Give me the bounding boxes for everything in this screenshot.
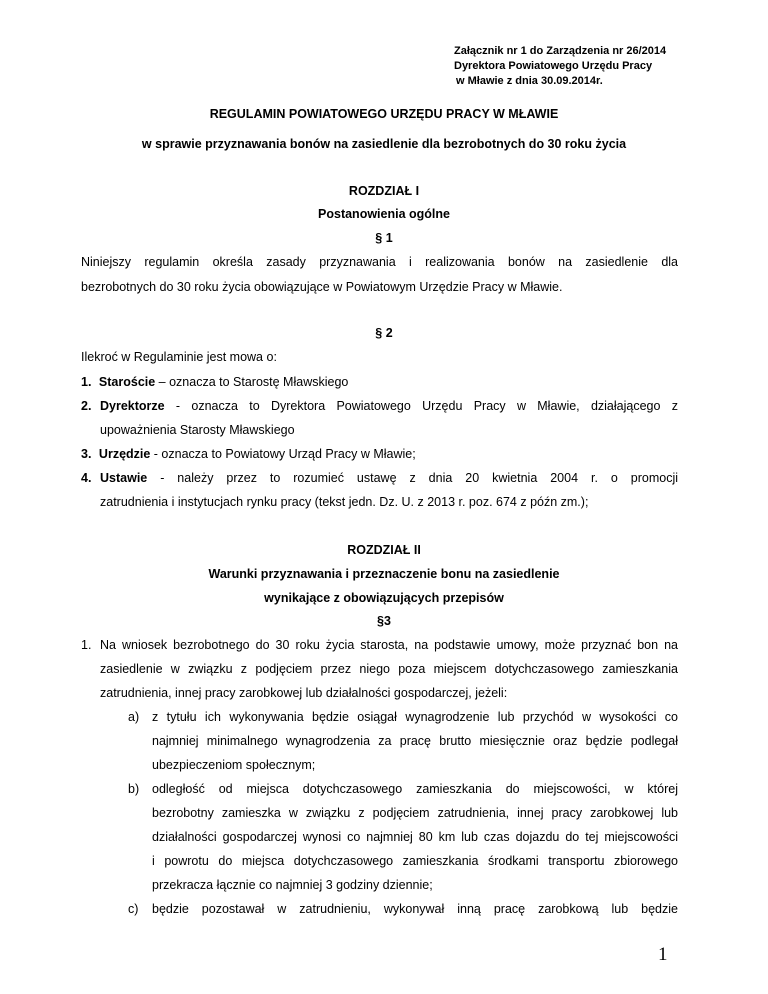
point-1-number: 1.	[81, 638, 92, 652]
page-number: 1	[658, 944, 668, 965]
chapter-2-heading: ROZDZIAŁ II	[347, 543, 421, 557]
definition-continuation: upoważnienia Starosty Mławskiego	[100, 423, 295, 437]
chapter-2-name-line-2: wynikające z obowiązujących przepisów	[264, 591, 504, 605]
definition-item	[100, 471, 678, 485]
annex-line-3: w Mławie z dnia 30.09.2014r.	[456, 75, 603, 87]
definition-item	[81, 447, 416, 461]
item-letter-c: c)	[128, 902, 139, 916]
definition-text: – oznacza to Starostę Mławskiego	[155, 375, 349, 389]
definition-item	[81, 375, 348, 389]
item-b-line-1: odległość od miejsca dotychczasowego zamieszkania do miejscowości, w której	[152, 782, 678, 796]
chapter-2-name-line-1: Warunki przyznawania i przeznaczenie bonu na zasiedlenie	[208, 567, 560, 581]
paragraph-1-line-1: Niniejszy regulamin określa zasady przyznawania i realizowania bonów na zasiedlenie dla	[81, 255, 678, 269]
annex-header	[454, 44, 666, 89]
item-c-line-1: będzie pozostawał w zatrudnieniu, wykonywał inną pracę zarobkową lub będzie	[152, 902, 678, 916]
item-a-line-3: ubezpieczeniom społecznym;	[152, 758, 316, 772]
definition-term: Dyrektorze	[100, 399, 165, 413]
definition-number-4: 4.	[81, 471, 92, 485]
item-letter-a: a)	[128, 710, 140, 724]
item-a-line-1: z tytułu ich wykonywania będzie osiągał wynagrodzenie lub przychód w wysokości co	[152, 710, 678, 724]
definition-continuation: zatrudnienia i instytucjach rynku pracy (tekst jedn. Dz. U. z 2013 r. poz. 674 z późn zm.);	[100, 495, 589, 509]
paragraph-1-line-2: bezrobotnych do 30 roku życia obowiązujące w Powiatowym Urzędzie Pracy w Mławie.	[81, 280, 563, 294]
item-a-line-2: najmniej minimalnego wynagrodzenia za pracę brutto miesięcznie oraz będzie podlegał	[152, 734, 678, 748]
annex-line-2: Dyrektora Powiatowego Urzędu Pracy	[454, 60, 653, 72]
item-b-line-4: i powrotu do miejsca dotychczasowego zamieszkania środkami transportu zbiorowego	[152, 854, 678, 868]
definition-number-2: 2.	[81, 399, 92, 413]
point-1-line-1: Na wniosek bezrobotnego do 30 roku życia starosta, na podstawie umowy, może przyznać bon na	[100, 638, 678, 652]
item-b-line-2: bezrobotny zamieszka w związku z podjęciem zatrudnienia, innej pracy zarobkowej lub	[152, 806, 678, 820]
paragraph-2-mark: § 2	[375, 326, 393, 340]
item-b-line-3: działalności gospodarczej wynosi co najmniej 80 km lub czas dojazdu do tej miejscowości	[152, 830, 678, 844]
point-1-line-2: zasiedlenie w związku z podjęciem przez niego poza miejscem dotychczasowego zamieszkania	[100, 662, 678, 676]
definition-text: - należy przez to rozumieć ustawę z dnia 20 kwietnia 2004 r. o promocji	[147, 471, 678, 485]
annex-line-1: Załącznik nr 1 do Zarządzenia nr 26/2014	[454, 45, 667, 57]
chapter-1-name: Postanowienia ogólne	[318, 207, 450, 221]
definition-item	[100, 399, 678, 413]
paragraph-1-mark: § 1	[375, 231, 393, 245]
chapter-1-heading: ROZDZIAŁ I	[348, 184, 420, 198]
definition-number: 3.	[81, 447, 92, 461]
paragraph-3-mark: §3	[377, 614, 391, 628]
definition-term: Urzędzie	[98, 447, 151, 461]
definition-text: - oznacza to Dyrektora Powiatowego Urzędu Pracy w Mławie, działającego z	[164, 399, 678, 413]
paragraph-2-intro: Ilekroć w Regulaminie jest mowa o:	[81, 350, 277, 364]
document-title: REGULAMIN POWIATOWEGO URZĘDU PRACY W MŁAWIE	[209, 107, 559, 121]
item-letter-b: b)	[128, 782, 140, 796]
definition-term: Ustawie	[100, 471, 148, 485]
definition-text: - oznacza to Powiatowy Urząd Pracy w Mławie;	[150, 447, 416, 461]
item-b-line-5: przekracza łącznie co najmniej 3 godziny dziennie;	[152, 878, 433, 892]
point-1-line-3: zatrudnienia, innej pracy zarobkowej lub działalności gospodarczej, jeżeli:	[100, 686, 508, 700]
document-subtitle: w sprawie przyznawania bonów na zasiedlenie dla bezrobotnych do 30 roku życia	[141, 137, 627, 151]
definition-term: Staroście	[98, 375, 156, 389]
definition-number: 1.	[81, 375, 92, 389]
